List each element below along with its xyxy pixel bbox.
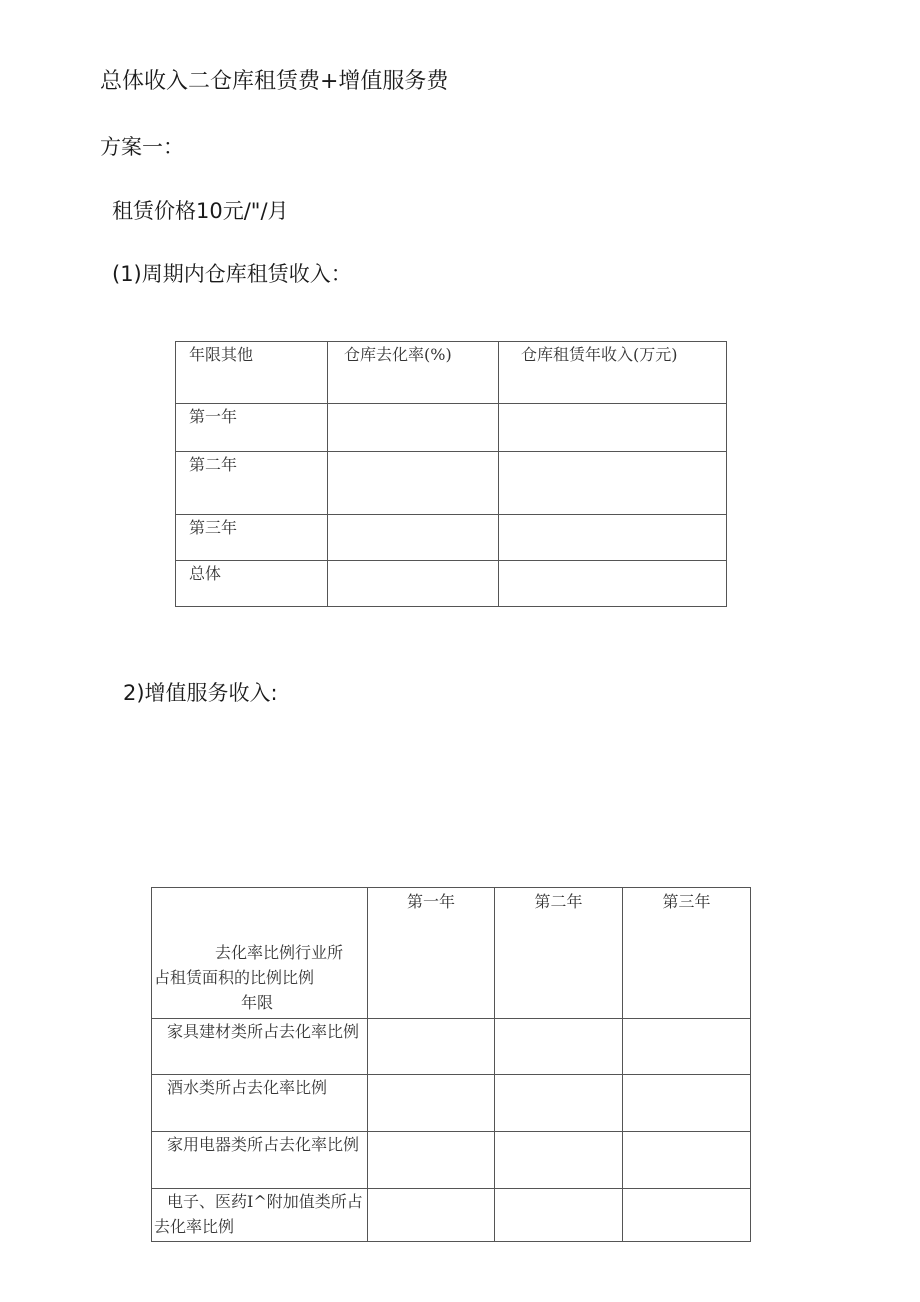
corner-line-3: 年限	[241, 993, 274, 1012]
rate-cell	[328, 515, 499, 561]
table-row	[152, 1189, 751, 1242]
row-label: 第三年	[176, 515, 328, 561]
table-row	[152, 1075, 751, 1132]
table-row	[176, 561, 727, 607]
income-cell	[499, 515, 727, 561]
value-cell	[623, 1019, 751, 1075]
section-1-title: (1)周期内仓库租赁收入：	[112, 262, 352, 286]
value-cell	[368, 1019, 495, 1075]
table-row	[176, 452, 727, 515]
value-added-service-table	[151, 887, 751, 1242]
row-label: 酒水类所占去化率比例	[152, 1075, 368, 1132]
value-cell	[495, 1189, 623, 1242]
income-cell	[499, 404, 727, 452]
value-cell	[368, 1075, 495, 1132]
value-cell	[368, 1132, 495, 1189]
corner-header-cell	[152, 888, 368, 1019]
page-title: 总体收入二仓库租赁费+增值服务费	[100, 69, 449, 94]
plan-label: 方案一：	[100, 135, 184, 159]
income-cell	[499, 561, 727, 607]
value-cell	[368, 1189, 495, 1242]
value-cell	[623, 1132, 751, 1189]
section-2-title: 2)增值服务收入:	[123, 681, 278, 705]
header-year-other: 年限其他	[176, 342, 328, 404]
rate-cell	[328, 561, 499, 607]
row-label: 家具建材类所占去化率比例	[152, 1019, 368, 1075]
row-label: 总体	[176, 561, 328, 607]
table-header-row	[176, 342, 727, 404]
header-annual-rental-income: 仓库租赁年收入(万元)	[499, 342, 727, 404]
value-cell	[495, 1075, 623, 1132]
row-label: 第二年	[176, 452, 328, 515]
table-row	[176, 404, 727, 452]
row-label: 电子、医药I^附加值类所占去化率比例	[152, 1189, 368, 1242]
table-header-row	[152, 888, 751, 1019]
warehouse-rental-income-table	[175, 341, 727, 607]
row-label: 家用电器类所占去化率比例	[152, 1132, 368, 1189]
rate-cell	[328, 452, 499, 515]
rental-price-line: 租赁价格10元/"/月	[112, 199, 289, 223]
table-row	[152, 1132, 751, 1189]
value-cell	[623, 1189, 751, 1242]
rate-cell	[328, 404, 499, 452]
row-label: 第一年	[176, 404, 328, 452]
table-row	[152, 1019, 751, 1075]
header-year-2: 第二年	[495, 888, 623, 1019]
value-cell	[495, 1132, 623, 1189]
corner-line-2: 占租赁面积的比例比例	[154, 968, 315, 987]
table-row	[176, 515, 727, 561]
income-cell	[499, 452, 727, 515]
header-year-3: 第三年	[623, 888, 751, 1019]
value-cell	[495, 1019, 623, 1075]
corner-line-1: 去化率比例行业所	[215, 943, 344, 962]
value-cell	[623, 1075, 751, 1132]
header-occupancy-rate: 仓库去化率(%)	[328, 342, 499, 404]
header-year-1: 第一年	[368, 888, 495, 1019]
